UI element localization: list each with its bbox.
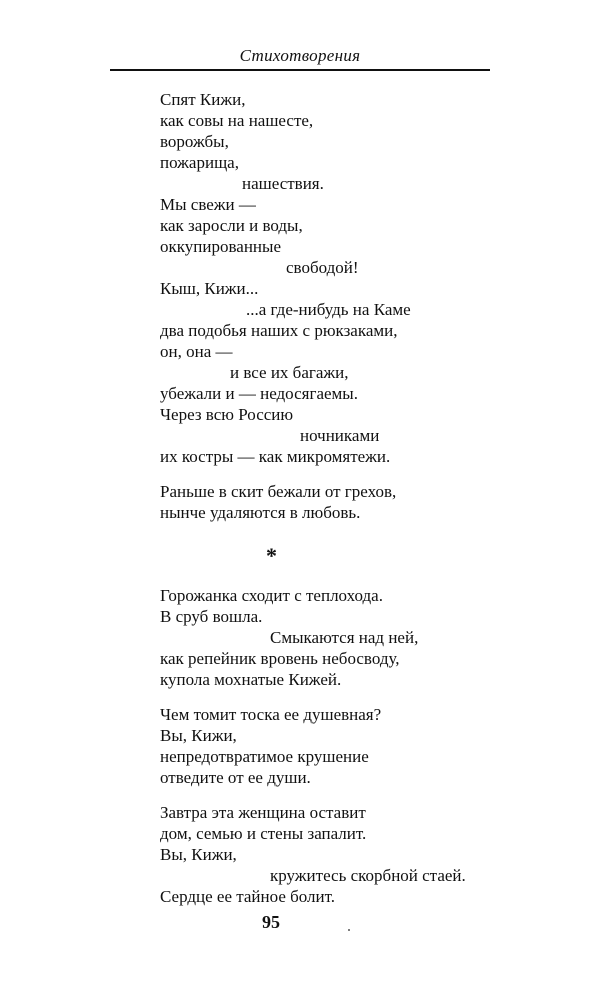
poem-line: Чем томит тоска ее душевная? xyxy=(160,705,382,724)
poem-line: их костры — как микромятежи. xyxy=(160,447,391,466)
poem-line: ...а где-нибудь на Каме xyxy=(246,300,411,319)
poem-line: Вы, Кижи, xyxy=(160,845,237,864)
poem-line: нашествия. xyxy=(242,174,324,193)
running-header: Стихотворения xyxy=(239,46,361,65)
poem-line: отведите от ее души. xyxy=(160,768,311,787)
header-rule xyxy=(110,69,490,71)
poem-line: Кыш, Кижи... xyxy=(160,279,259,298)
poem-line: два подобья наших с рюкзаками, xyxy=(160,321,398,340)
poem-line: Сердце ее тайное болит. xyxy=(160,887,336,906)
poem-line: кружитесь скорбной стаей. xyxy=(270,866,466,885)
poem-line: оккупированные xyxy=(160,237,281,256)
print-speck xyxy=(348,929,350,931)
poem-line: как заросли и воды, xyxy=(160,216,303,235)
poem-line: Завтра эта женщина оставит xyxy=(160,803,366,822)
page-number: 95 xyxy=(262,912,280,932)
poem-line: Раньше в скит бежали от грехов, xyxy=(160,482,397,501)
poem-line: пожарища, xyxy=(160,153,239,172)
poem-line: купола мохнатые Кижей. xyxy=(160,670,342,689)
poem-line: как совы на нашесте, xyxy=(160,111,314,130)
poem-line: он, она — xyxy=(160,342,233,361)
poem-line: свободой! xyxy=(286,258,359,277)
section-separator: * xyxy=(266,543,277,568)
poem-line: ворожбы, xyxy=(160,132,229,151)
poem-line: В сруб вошла. xyxy=(160,607,263,626)
poem-line: нынче удаляются в любовь. xyxy=(160,503,361,522)
poem-line: дом, семью и стены запалит. xyxy=(160,824,367,843)
poem-line: как репейник вровень небосводу, xyxy=(160,649,400,668)
poem-line: Мы свежи — xyxy=(160,195,256,214)
poem-line: убежали и — недосягаемы. xyxy=(160,384,358,403)
poem-line: ночниками xyxy=(300,426,380,445)
poem-line: Смыкаются над ней, xyxy=(270,628,419,647)
poem-line: Через всю Россию xyxy=(160,405,294,424)
poem-line: Горожанка сходит с теплохода. xyxy=(160,586,383,605)
poem-line: Спят Кижи, xyxy=(160,90,246,109)
poem-line: и все их багажи, xyxy=(230,363,349,382)
poem-line: Вы, Кижи, xyxy=(160,726,237,745)
poem-line: непредотвратимое крушение xyxy=(160,747,369,766)
